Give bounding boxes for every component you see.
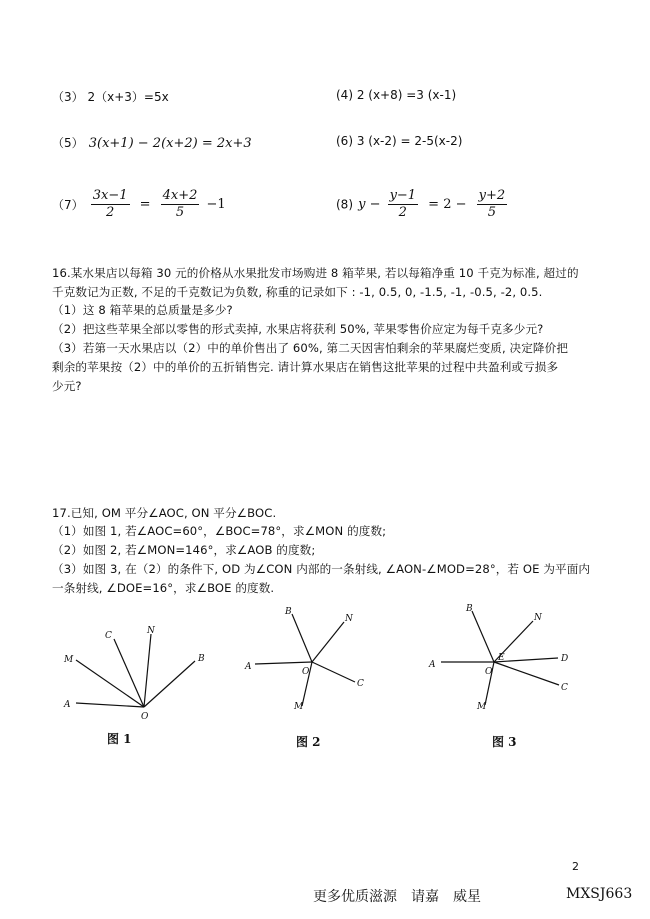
label-C: C <box>561 683 568 693</box>
figure-3 <box>425 598 585 716</box>
q16-part3-line1: （3）若第一天水果店以（2）中的单价售出了 60%, 第二天因害怕剩余的苹果腐烂变质, 决定降价把 <box>52 341 569 355</box>
q16-part2: （2）把这些苹果全部以零售的形式卖掉, 水果店将获利 50%, 苹果零售价应定为每千克多少元? <box>52 322 544 336</box>
equation-5 <box>52 132 252 151</box>
numerator: y+2 <box>478 188 506 203</box>
label-A: A <box>245 662 252 672</box>
footer-code: MXSJ663 <box>566 886 633 902</box>
label-B: B <box>198 654 205 664</box>
label-A: A <box>64 700 71 710</box>
ray-OB <box>292 614 312 662</box>
equation-7-fraction-left <box>91 188 130 221</box>
equation-7 <box>52 188 226 221</box>
q16-part3-line2: 剩余的苹果按（2）中的单价的五折销售完. 请计算水果店在销售这批苹果的过程中共盈利或亏损多 <box>52 360 559 374</box>
ray-OC <box>312 662 355 682</box>
equation-6 <box>336 134 462 148</box>
equation-7-fraction-right <box>161 188 200 221</box>
equation-6-number: (6) <box>336 134 353 148</box>
numerator: 4x+2 <box>162 188 198 203</box>
figure-2 <box>240 600 380 715</box>
equation-8-number: (8) <box>336 197 353 212</box>
figure-2-caption: 图 2 <box>296 735 321 749</box>
label-E: E <box>498 653 505 663</box>
equation-6-text: 3 (x-2) = 2-5(x-2) <box>356 134 463 148</box>
ray-OA <box>76 703 144 707</box>
footer-promo: 更多优质滋源 请嘉 威星 <box>313 889 481 905</box>
q17-line1: 17.已知, OM 平分∠AOC, ON 平分∠BOC. <box>52 506 277 520</box>
page-number: 2 <box>572 860 579 873</box>
ray-OB <box>144 661 195 707</box>
q16-line2: 千克数记为正数, 不足的千克数记为负数, 称重的记录如下 : -1, 0.5, 0, -1.5, -1, -0.5, -2, 0.5. <box>52 285 543 299</box>
q16-line1: 16.某水果店以每箱 30 元的价格从水果批发市场购进 8 箱苹果, 若以每箱净重 10 千克为标准, 超过的 <box>52 266 579 280</box>
figure-1 <box>50 610 220 720</box>
label-C: C <box>357 679 364 689</box>
equation-7-number: （7） <box>52 198 84 212</box>
denominator: 5 <box>175 205 185 220</box>
label-A: A <box>429 660 436 670</box>
equation-4 <box>336 88 456 102</box>
q16-part3-line3: 少元? <box>52 379 82 393</box>
q17-part2: （2）如图 2, 若∠MON=146°，求∠AOB 的度数; <box>52 543 316 557</box>
label-N: N <box>534 613 542 623</box>
q17-part3-line1: （3）如图 3, 在（2）的条件下, OD 为∠CON 内部的一条射线, ∠AON-∠MOD=28°，若 OE 为平面内 <box>52 562 591 576</box>
label-D: D <box>561 654 569 664</box>
q17-part3-line2: 一条射线, ∠DOE=16°，求∠BOE 的度数. <box>52 581 275 595</box>
denominator: 5 <box>487 205 496 220</box>
equation-8-lead: y − <box>358 197 381 212</box>
equation-8-fraction-right <box>477 188 508 221</box>
label-B: B <box>285 607 292 617</box>
label-O: O <box>302 667 310 677</box>
equation-3-text: 2（x+3）=5x <box>87 90 169 104</box>
equation-5-text: 3(x+1) − 2(x+2) = 2x+3 <box>88 136 252 151</box>
numerator: y−1 <box>389 188 417 203</box>
label-B: B <box>466 604 473 614</box>
q17-part1: （1）如图 1, 若∠AOC=60°，∠BOC=78°，求∠MON 的度数; <box>52 524 387 538</box>
equation-8-fraction-left <box>388 188 419 221</box>
equation-5-number: （5） <box>52 136 84 150</box>
label-M: M <box>477 702 487 712</box>
label-O: O <box>141 712 149 720</box>
q16-part1: （1）这 8 箱苹果的总质量是多少? <box>52 303 233 317</box>
ray-ON <box>144 634 151 707</box>
ray-OA <box>255 662 312 664</box>
ray-ON <box>312 622 344 662</box>
equation-4-number: (4) <box>336 88 353 102</box>
label-C: C <box>105 631 112 641</box>
label-M: M <box>64 655 74 665</box>
ray-OC <box>494 662 559 685</box>
figure-3-caption: 图 3 <box>492 735 517 749</box>
ray-OB <box>472 611 494 662</box>
equals-sign: = <box>139 197 151 212</box>
equation-8-middle: = 2 − <box>428 197 467 212</box>
figure-1-caption: 图 1 <box>107 732 132 746</box>
equation-3 <box>52 88 169 105</box>
label-O: O <box>485 667 493 677</box>
equation-3-number: （3） <box>52 90 84 104</box>
equation-8 <box>336 188 509 221</box>
label-N: N <box>147 626 155 636</box>
numerator: 3x−1 <box>92 188 128 203</box>
label-M: M <box>294 702 304 712</box>
equation-7-tail: −1 <box>206 197 226 212</box>
label-N: N <box>345 614 353 624</box>
equation-4-text: 2 (x+8) =3 (x-1) <box>356 88 457 102</box>
denominator: 2 <box>105 205 115 220</box>
denominator: 2 <box>398 205 407 220</box>
